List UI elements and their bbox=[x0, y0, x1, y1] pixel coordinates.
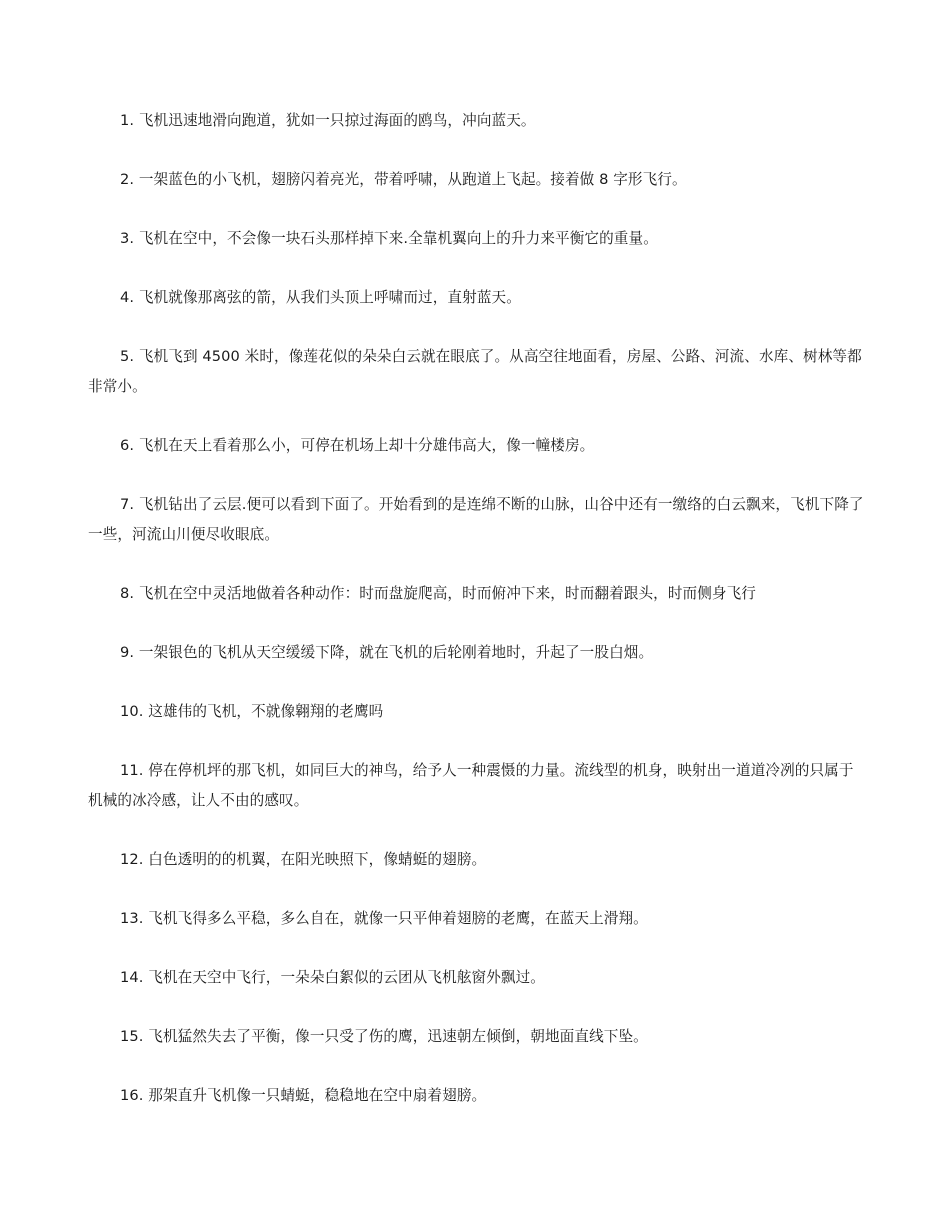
list-item: 14. 飞机在天空中飞行，一朵朵白絮似的云团从飞机舷窗外飘过。 bbox=[120, 969, 545, 986]
sentence-list bbox=[88, 106, 864, 1140]
list-item: 11. 停在停机坪的那飞机，如同巨大的神鸟，给予人一种震慑的力量。流线型的机身，映射出一道道冷冽的只属于机械的冰冷感，让人不由的感叹。 bbox=[88, 762, 854, 809]
list-item: 8. 飞机在空中灵活地做着各种动作：时而盘旋爬高，时而俯冲下来，时而翻着跟头，时而侧身飞行 bbox=[120, 585, 757, 602]
list-item: 6. 飞机在天上看着那么小，可停在机场上却十分雄伟高大，像一幢楼房。 bbox=[120, 437, 595, 454]
list-item: 2. 一架蓝色的小飞机，翅膀闪着亮光，带着呼啸，从跑道上飞起。接着做 8 字形飞行。 bbox=[120, 171, 687, 188]
list-item: 3. 飞机在空中，不会像一块石头那样掉下来.全靠机翼向上的升力来平衡它的重量。 bbox=[120, 230, 658, 247]
list-item: 4. 飞机就像那离弦的箭，从我们头顶上呼啸而过，直射蓝天。 bbox=[120, 289, 521, 306]
list-item: 5. 飞机飞到 4500 米时，像莲花似的朵朵白云就在眼底了。从高空往地面看，房屋、公路、河流、水库、树林等都非常小。 bbox=[88, 348, 862, 395]
list-item: 12. 白色透明的的机翼，在阳光映照下，像蜻蜓的翅膀。 bbox=[120, 851, 487, 868]
list-item: 1. 飞机迅速地滑向跑道，犹如一只掠过海面的鸥鸟，冲向蓝天。 bbox=[120, 112, 536, 129]
list-item: 9. 一架银色的飞机从天空缓缓下降，就在飞机的后轮刚着地时，升起了一股白烟。 bbox=[120, 644, 654, 661]
list-item: 16. 那架直升飞机像一只蜻蜓，稳稳地在空中扇着翅膀。 bbox=[120, 1087, 487, 1104]
list-item: 15. 飞机猛然失去了平衡，像一只受了伤的鹰，迅速朝左倾倒，朝地面直线下坠。 bbox=[120, 1028, 648, 1045]
list-item: 10. 这雄伟的飞机，不就像翱翔的老鹰吗 bbox=[120, 703, 384, 720]
list-item: 7. 飞机钻出了云层.便可以看到下面了。开始看到的是连绵不断的山脉，山谷中还有一缴络的白云飘来，飞机下降了一些，河流山川便尽收眼底。 bbox=[88, 496, 864, 543]
list-item: 13. 飞机飞得多么平稳，多么自在，就像一只平伸着翅膀的老鹰，在蓝天上滑翔。 bbox=[120, 910, 648, 927]
